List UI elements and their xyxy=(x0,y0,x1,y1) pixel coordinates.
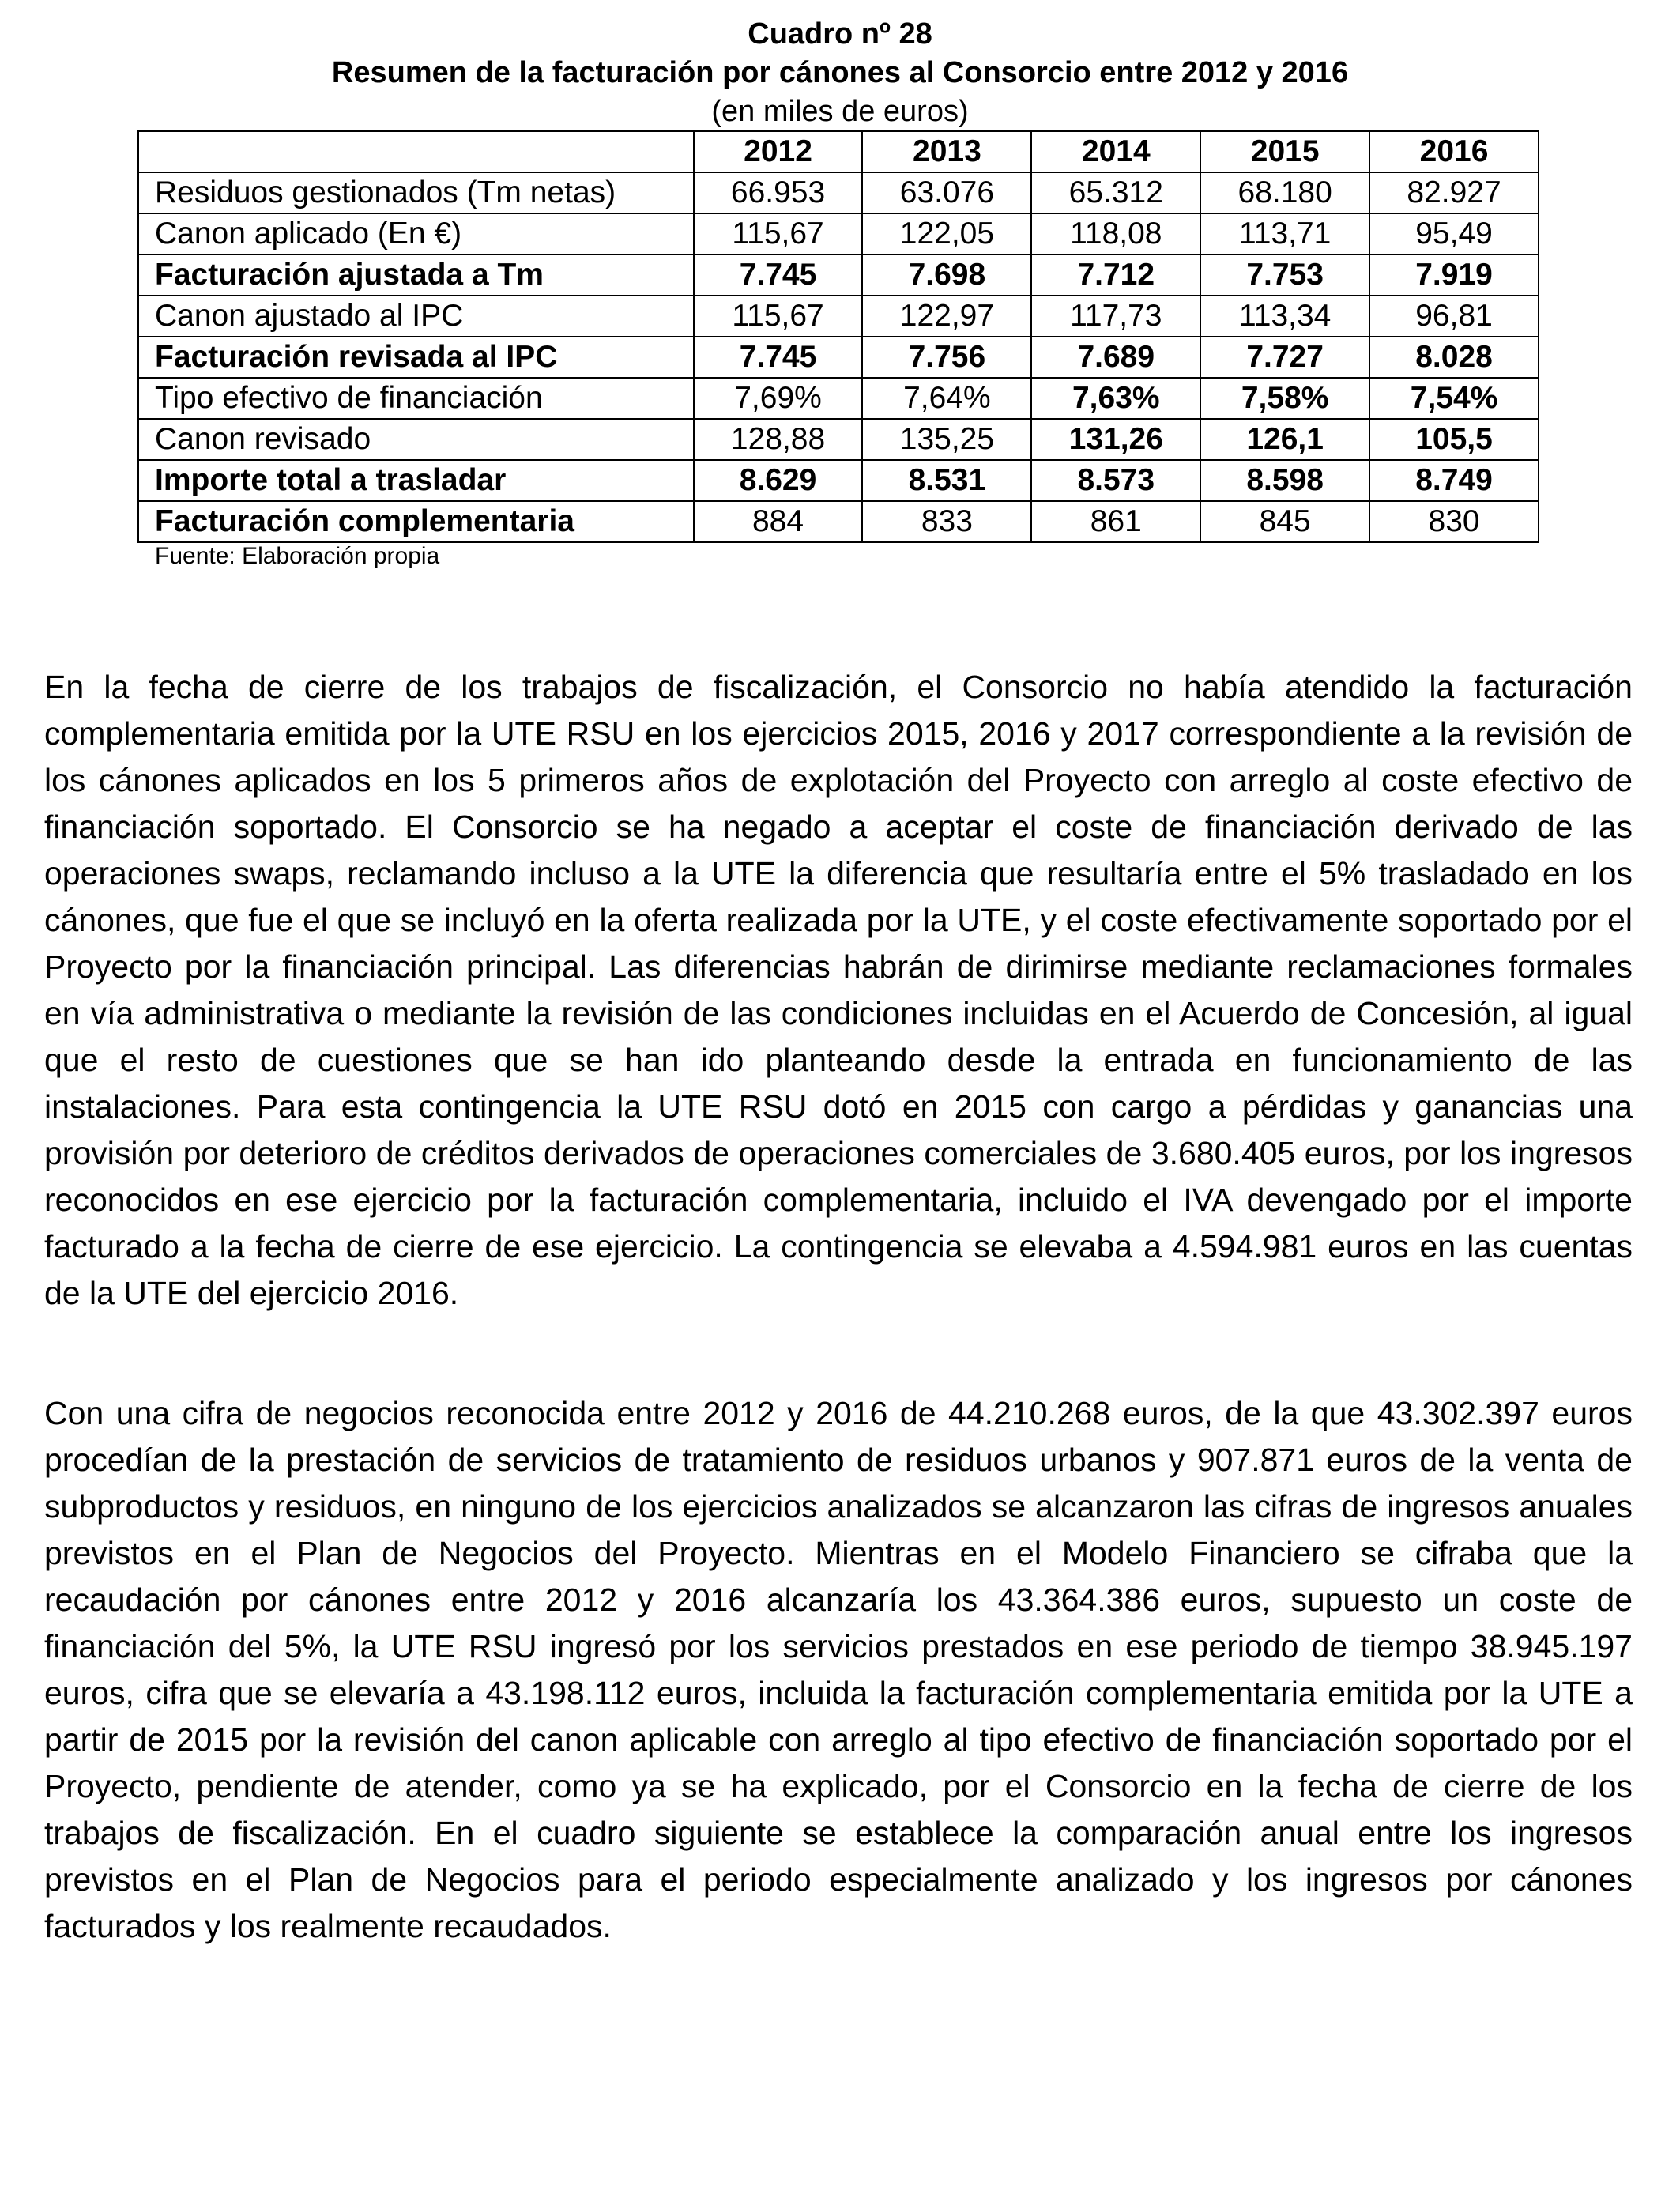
row-label: Facturación ajustada a Tm xyxy=(138,254,694,296)
table-row xyxy=(138,254,1539,296)
table-cell: 8.028 xyxy=(1369,337,1539,378)
body-paragraph: Con una cifra de negocios reconocida entre 2012 y 2016 de 44.210.268 euros, de la que 43.302.397 euros procedían de la prestación de servicios de tratamiento de residuos urbanos y 907.871 euros de la venta de subproductos y residuos, en ninguno de los ejercicios analizados se alcanzaron las cifras de ingresos anuales previstos en el Plan de Negocios del Proyecto. Mientras en el Modelo Financiero se cifraba que la recaudación por cánones entre 2012 y 2016 alcanzaría los 43.364.386 euros, supuesto un coste de financiación del 5%, la UTE RSU ingresó por los servicios prestados en ese periodo de tiempo 38.945.197 euros, cifra que se elevaría a 43.198.112 euros, incluida la facturación complementaria emitida por la UTE a partir de 2015 por la revisión del canon aplicable con arreglo al tipo efectivo de financiación soportado por el Proyecto, pendiente de atender, como ya se ha explicado, por el Consorcio en la fecha de cierre de los trabajos de fiscalización. En el cuadro siguiente se establece la comparación anual entre los ingresos previstos en el Plan de Negocios para el periodo especialmente analizado y los ingresos por cánones facturados y los realmente recaudados. xyxy=(44,1395,1633,1944)
table-cell: 63.076 xyxy=(862,172,1031,213)
table-cell: 7,64% xyxy=(862,378,1031,419)
table-cell: 8.629 xyxy=(694,460,863,501)
table-row xyxy=(138,213,1539,254)
row-label: Tipo efectivo de financiación xyxy=(138,378,694,419)
table-row xyxy=(138,460,1539,501)
table-caption-title: Resumen de la facturación por cánones al Consorcio entre 2012 y 2016 xyxy=(331,56,1349,89)
table-cell: 8.573 xyxy=(1031,460,1200,501)
table-cell: 7,58% xyxy=(1200,378,1369,419)
table-cell: 96,81 xyxy=(1369,296,1539,337)
row-label: Residuos gestionados (Tm netas) xyxy=(138,172,694,213)
table-cell: 66.953 xyxy=(694,172,863,213)
table-cell: 105,5 xyxy=(1369,419,1539,460)
table-header-row xyxy=(138,131,1539,172)
table-cell: 115,67 xyxy=(694,296,863,337)
table-cell: 122,97 xyxy=(862,296,1031,337)
table-cell: 7.756 xyxy=(862,337,1031,378)
row-label: Facturación revisada al IPC xyxy=(138,337,694,378)
table-cell: 845 xyxy=(1200,501,1369,542)
row-label: Canon ajustado al IPC xyxy=(138,296,694,337)
table-cell: 7.753 xyxy=(1200,254,1369,296)
table-row xyxy=(138,419,1539,460)
table-cell: 7,69% xyxy=(694,378,863,419)
table-cell: 126,1 xyxy=(1200,419,1369,460)
table-cell: 113,34 xyxy=(1200,296,1369,337)
table-cell: 861 xyxy=(1031,501,1200,542)
table-row xyxy=(138,296,1539,337)
table-cell: 7.745 xyxy=(694,254,863,296)
table-cell: 7,54% xyxy=(1369,378,1539,419)
billing-summary-table xyxy=(137,130,1539,543)
table-corner-cell xyxy=(138,131,694,172)
table-cell: 8.531 xyxy=(862,460,1031,501)
table-cell: 7.712 xyxy=(1031,254,1200,296)
row-label: Canon aplicado (En €) xyxy=(138,213,694,254)
table-cell: 68.180 xyxy=(1200,172,1369,213)
table-row xyxy=(138,378,1539,419)
table-cell: 7.727 xyxy=(1200,337,1369,378)
table-cell: 7.698 xyxy=(862,254,1031,296)
table-cell: 128,88 xyxy=(694,419,863,460)
table-row xyxy=(138,172,1539,213)
table-cell: 830 xyxy=(1369,501,1539,542)
year-header: 2014 xyxy=(1031,131,1200,172)
table-cell: 8.749 xyxy=(1369,460,1539,501)
table-cell: 65.312 xyxy=(1031,172,1200,213)
table-cell: 884 xyxy=(694,501,863,542)
year-header: 2015 xyxy=(1200,131,1369,172)
row-label: Facturación complementaria xyxy=(138,501,694,542)
table-row xyxy=(138,501,1539,542)
table-cell: 117,73 xyxy=(1031,296,1200,337)
table-cell: 833 xyxy=(862,501,1031,542)
table-cell: 7.919 xyxy=(1369,254,1539,296)
body-paragraph: En la fecha de cierre de los trabajos de fiscalización, el Consorcio no había atendido la facturación complementaria emitida por la UTE RSU en los ejercicios 2015, 2016 y 2017 correspondiente a la revisión de los cánones aplicados en los 5 primeros años de explotación del Proyecto con arreglo al coste efectivo de financiación soportado. El Consorcio se ha negado a aceptar el coste de financiación derivado de las operaciones swaps, reclamando incluso a la UTE la diferencia que resultaría entre el 5% trasladado en los cánones, que fue el que se incluyó en la oferta realizada por la UTE, y el coste efectivamente soportado por el Proyecto por la financiación principal. Las diferencias habrán de dirimirse mediante reclamaciones formales en vía administrativa o mediante la revisión de las condiciones incluidas en el Acuerdo de Concesión, al igual que el resto de cuestiones que se han ido planteando desde la entrada en funcionamiento de las instalaciones. Para esta contingencia la UTE RSU dotó en 2015 con cargo a pérdidas y ganancias una provisión por deterioro de créditos derivados de operaciones comerciales de 3.680.405 euros, por los ingresos reconocidos en ese ejercicio por la facturación complementaria, incluido el IVA devengado por el importe facturado a la fecha de cierre de ese ejercicio. La contingencia se elevaba a 4.594.981 euros en las cuentas de la UTE del ejercicio 2016. xyxy=(44,669,1633,1311)
table-cell: 118,08 xyxy=(1031,213,1200,254)
year-header: 2016 xyxy=(1369,131,1539,172)
table-cell: 135,25 xyxy=(862,419,1031,460)
table-cell: 82.927 xyxy=(1369,172,1539,213)
table-cell: 7.689 xyxy=(1031,337,1200,378)
table-cell: 7,63% xyxy=(1031,378,1200,419)
table-cell: 8.598 xyxy=(1200,460,1369,501)
table-cell: 115,67 xyxy=(694,213,863,254)
table-source-note: Fuente: Elaboración propia xyxy=(155,543,440,569)
table-cell: 122,05 xyxy=(862,213,1031,254)
table-cell: 95,49 xyxy=(1369,213,1539,254)
table-row xyxy=(138,337,1539,378)
table-caption-number: Cuadro nº 28 xyxy=(748,17,932,51)
table-cell: 113,71 xyxy=(1200,213,1369,254)
table-cell: 131,26 xyxy=(1031,419,1200,460)
year-header: 2012 xyxy=(694,131,863,172)
year-header: 2013 xyxy=(862,131,1031,172)
table-caption-units: (en miles de euros) xyxy=(711,95,969,128)
row-label: Importe total a trasladar xyxy=(138,460,694,501)
row-label: Canon revisado xyxy=(138,419,694,460)
table-cell: 7.745 xyxy=(694,337,863,378)
